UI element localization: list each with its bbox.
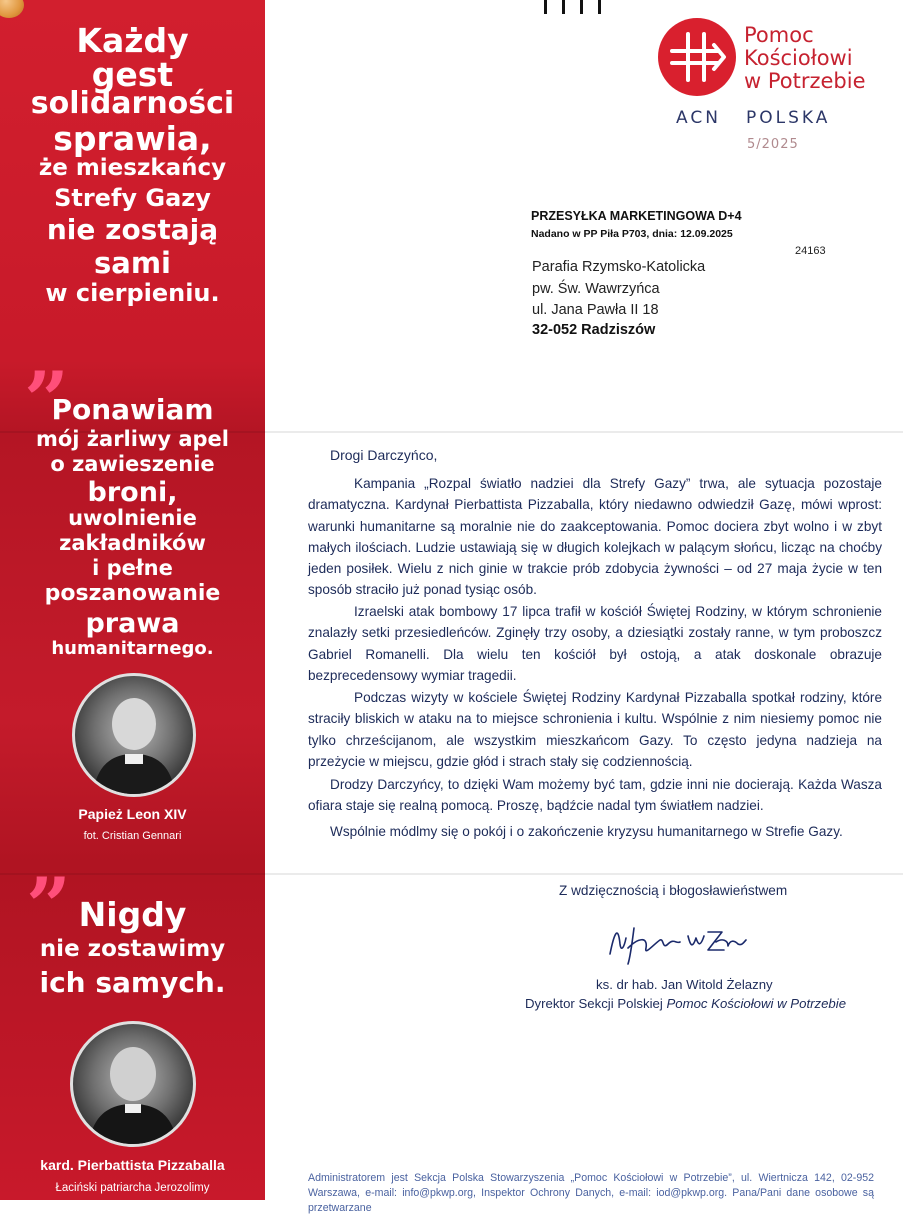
address-line-1: Parafia Rzymsko-Katolicka <box>532 259 706 275</box>
portrait-silhouette-icon <box>73 1024 193 1144</box>
quote2-line: o zawieszenie <box>50 452 215 476</box>
signer-role-org: Pomoc Kościołowi w Potrzebie <box>666 996 847 1011</box>
issue-number: 5/2025 <box>747 137 799 152</box>
quote3-line: ich samych. <box>39 966 226 999</box>
quote1-line: Strefy Gazy <box>54 184 211 212</box>
logo-acn: ACN <box>676 108 721 128</box>
header-tick-marks <box>544 0 604 14</box>
quote3-line: nie zostawimy <box>39 936 226 962</box>
letter-greeting: Drogi Darczyńco, <box>330 447 438 463</box>
letter-paragraph: Kampania „Rozpal światło nadziei dla Strefy Gazy” trwa, ale sytuacja pozostaje dramatyczna. Kardynał Pierbattista Pizzaballa, który niedawno odwiedził Gazę, mówi wprost: warunki humanitarne są moralnie nie do zaakceptowania. Pomoc dociera zbyt wolno i w zbyt małych ilościach. Ludzie ustawiają się w długich kolejkach w palącym słońcu, licząc na choćby jeden posiłek. Wielu z nich ginie w trakcie prób zdobycia żywności – od 27 maja życie w ten sposób straciło już ponad tysiąc osób. <box>308 476 882 598</box>
cardinal-name: kard. Pierbattista Pizzaballa <box>40 1157 225 1173</box>
logo-country: POLSKA <box>746 108 831 128</box>
quote3-line: Nigdy <box>78 895 187 934</box>
quote2-line: Ponawiam <box>51 393 214 426</box>
portrait-pope-leon-photo <box>72 673 196 797</box>
letter-paragraph: Drodzy Darczyńcy, to dzięki Wam możemy być tam, gdzie inni nie docierają. Każda Wasza ofiara staje się realną pomocą. Proszę, bądźcie nadal tym światłem nadziei. <box>308 777 882 814</box>
footer-data-notice: Administratorem jest Sekcja Polska Stowarzyszenia „Pomoc Kościołowi w Potrzebie”, ul. Wiertnicza 142, 02-952 Warszawa, e-mail: info@pkwp.org, Inspektor Ochrony Danych, e-mail: iod@pkwp.org. Pana/Pani dane osobowe są przetwarzane <box>308 1172 874 1214</box>
fold-line <box>0 873 903 875</box>
quote1-line: solidarności <box>30 86 235 121</box>
acn-logo-circle <box>658 18 736 96</box>
quote1-line: nie zostają <box>46 213 219 246</box>
address-line-2: pw. Św. Wawrzyńca <box>532 281 660 297</box>
quote1-line: sami <box>94 246 171 280</box>
logo-line-3: w Potrzebie <box>744 69 866 93</box>
shipping-number: 24163 <box>795 245 826 257</box>
letter-paragraph: Izraelski atak bombowy 17 lipca trafił w kościół Świętej Rodziny, w którym schronienie znalazły setki przesiedleńców. Zginęły trzy osoby, a dziesiątki zostały ranne, w tym proboszcz Gabriel Romanelli. Dla wielu ten kościół był ostoją, a atak doskonale obrazuje bezprecedensowy wymiar tragedii. <box>308 604 882 683</box>
quote2-line: uwolnienie <box>68 506 197 530</box>
quote-mark-icon: ” <box>26 861 71 952</box>
cardinal-title: Łaciński patriarcha Jerozolimy <box>55 1182 210 1194</box>
quote2-line: prawa <box>85 608 180 639</box>
signer-role <box>525 996 846 1011</box>
quote2-line: broni, <box>87 477 178 508</box>
quote1-line: sprawia, <box>53 119 212 158</box>
sidebar-quote-1 <box>0 21 265 311</box>
quote2-line: humanitarnego. <box>51 638 214 659</box>
portrait-cardinal-photo <box>70 1021 196 1147</box>
shipping-type: PRZESYŁKA MARKETINGOWA D+4 <box>531 209 742 223</box>
quote-mark-icon: ” <box>24 355 69 446</box>
letter-paragraph: Wspólnie módlmy się o pokój i o zakończenie kryzysu humanitarnego w Strefie Gazy. <box>330 824 843 839</box>
quote2-line: zakładników <box>59 531 206 555</box>
pope-name: Papież Leon XIV <box>78 806 187 822</box>
quote2-line: poszanowanie <box>44 581 221 606</box>
address-line-3: ul. Jana Pawła II 18 <box>532 302 659 318</box>
signer-name: ks. dr hab. Jan Witold Żelazny <box>596 977 773 992</box>
logo-line-2: Kościołowi <box>744 46 853 70</box>
quote1-line: że mieszkańcy <box>38 155 227 181</box>
handwritten-signature <box>604 914 749 970</box>
quote1-line: gest <box>91 55 174 94</box>
signature-icon <box>604 914 749 970</box>
letter-closing: Z wdzięcznością i błogosławieństwem <box>559 883 788 898</box>
sidebar-quote-2 <box>0 393 265 662</box>
pope-photo-credit: fot. Cristian Gennari <box>83 830 182 842</box>
letter-paragraph: Podczas wizyty w kościele Świętej Rodziny Kardynał Pizzaballa spotkał rodziny, które straciły bliskich w ataku na to miejsce schronienia i kultu. Wspólnie z nim niesiemy pomoc nie tylko chrześcijanom, ale wszystkim mieszkańcom Gazy. To często jedyna nadzieja na przeżycie w miejscu, gdzie głód i strach stały się codziennością. <box>308 690 882 769</box>
cross-arrow-icon <box>658 18 736 96</box>
signer-role-prefix: Dyrektor Sekcji Polskiej <box>525 996 663 1011</box>
shipping-posted: Nadano w PP Piła P703, dnia: 12.09.2025 <box>531 228 733 240</box>
portrait-silhouette-icon <box>75 676 193 794</box>
quote2-line: mój żarliwy apel <box>35 427 229 451</box>
logo-line-1: Pomoc <box>744 23 814 47</box>
quote1-line: Każdy <box>76 21 189 60</box>
quote1-line: w cierpieniu. <box>45 279 220 307</box>
sidebar-quote-3 <box>0 895 265 1003</box>
address-line-4: 32-052 Radziszów <box>532 322 656 338</box>
quote2-line: i pełne <box>92 556 173 580</box>
